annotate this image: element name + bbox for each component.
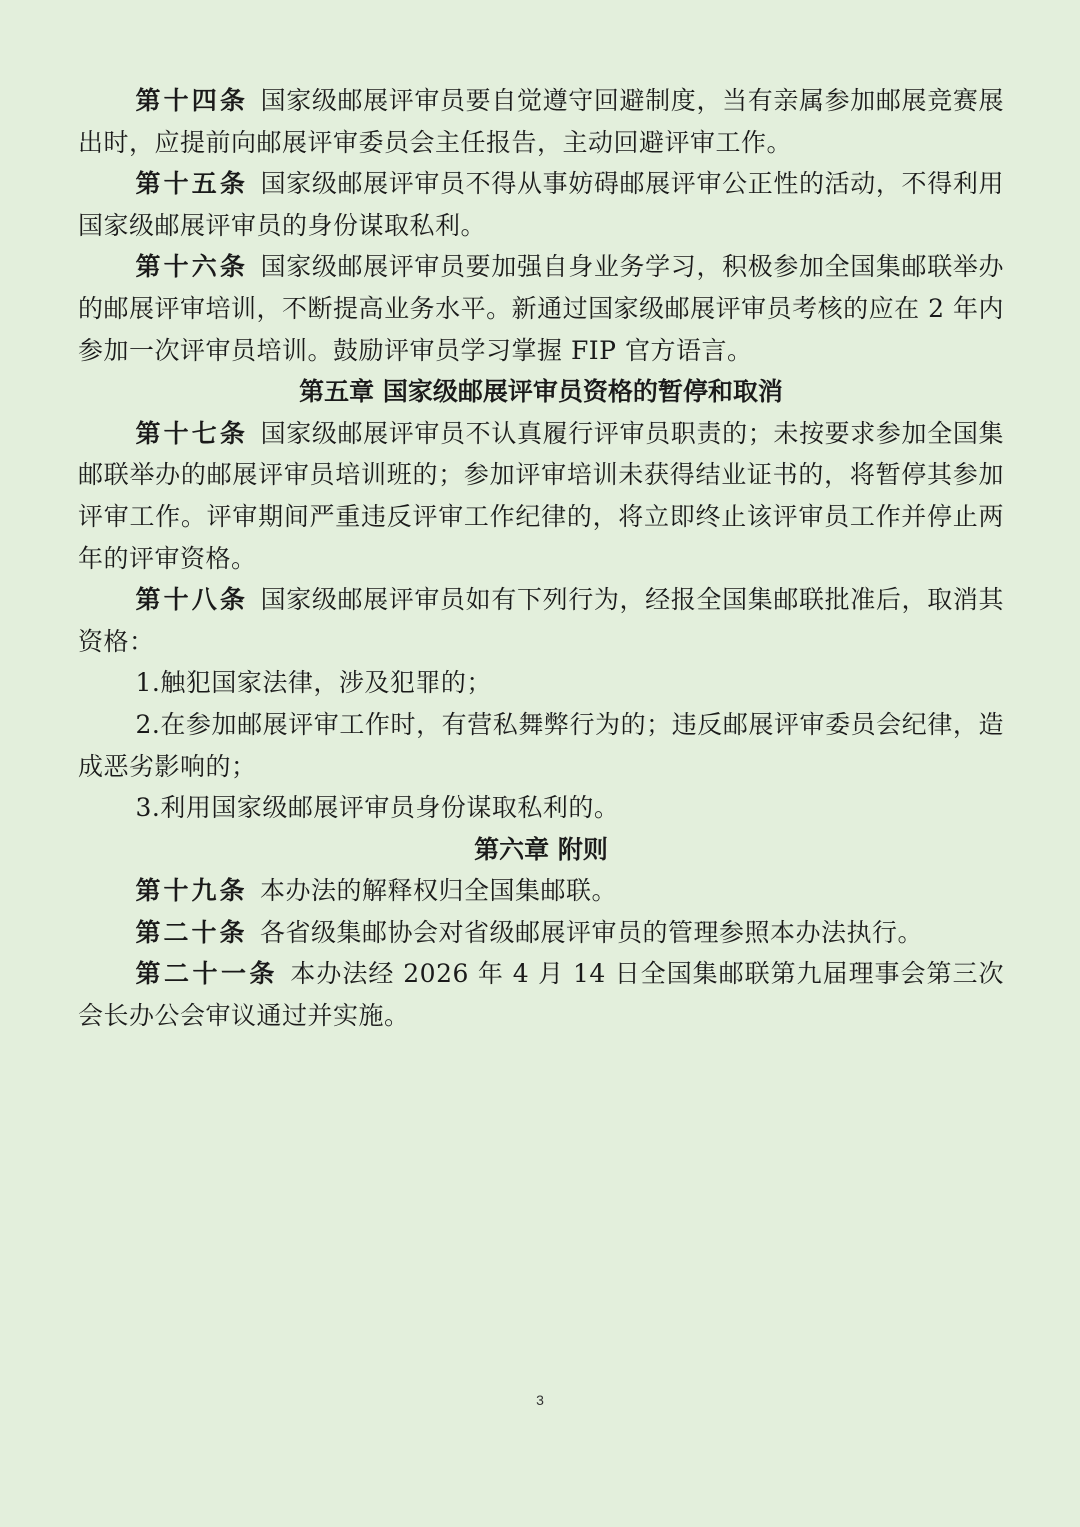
article-text: 国家级邮展评审员不认真履行评审员职责的；未按要求参加全国集邮联举办的邮展评审员培训班的；参加评审培训未获得结业证书的，将暂停其参加评审工作。评审期间严重违反评审工作纪律的，将立即终止该评审员工作并停止两年的评审资格。 xyxy=(78,418,1004,573)
list-item-3: 3.利用国家级邮展评审员身份谋取私利的。 xyxy=(135,793,620,823)
article-text: 本办法经 2026 年 4 月 14 日全国集邮联第九届理事会第三次会长办公会审议通过并实施。 xyxy=(78,959,1004,1031)
article-number: 第二十一条 xyxy=(135,959,278,989)
article-21 xyxy=(78,953,1004,1036)
article-text: 各省级集邮协会对省级邮展评审员的管理参照本办法执行。 xyxy=(260,917,924,947)
chapter-5-heading: 第五章 国家级邮展评审员资格的暂停和取消 xyxy=(299,377,783,407)
article-number: 第十五条 xyxy=(135,169,249,199)
article-text: 国家级邮展评审员不得从事妨碍邮展评审公正性的活动，不得利用国家级邮展评审员的身份谋取私利。 xyxy=(78,169,1004,240)
article-text: 国家级邮展评审员要自觉遵守回避制度，当有亲属参加邮展竞赛展出时，应提前向邮展评审委员会主任报告，主动回避评审工作。 xyxy=(78,86,1004,157)
article-number: 第二十条 xyxy=(135,917,248,947)
article-19 xyxy=(78,870,1004,912)
article-number: 第十四条 xyxy=(135,86,249,115)
article-18 xyxy=(78,579,1004,662)
article-20 xyxy=(78,912,1004,954)
article-16 xyxy=(78,246,1004,371)
chapter-6-heading: 第六章 附则 xyxy=(474,834,608,864)
list-item-1: 1.触犯国家法律，涉及犯罪的； xyxy=(135,668,492,698)
article-number: 第十九条 xyxy=(135,876,248,906)
article-text: 国家级邮展评审员要加强自身业务学习，积极参加全国集邮联举办的邮展评审培训，不断提高业务水平。新通过国家级邮展评审员考核的应在 2 年内参加一次评审员培训。鼓励评审员学习掌握 FIP 官方语言。 xyxy=(78,252,1004,365)
article-15 xyxy=(78,163,1004,246)
list-item-2: 2.在参加邮展评审工作时，有营私舞弊行为的；违反邮展评审委员会纪律，造成恶劣影响的； xyxy=(78,709,1004,781)
article-14 xyxy=(78,80,1004,163)
page-number: 3 xyxy=(536,1392,544,1408)
article-17 xyxy=(78,413,1004,579)
article-text: 国家级邮展评审员如有下列行为，经报全国集邮联批准后，取消其资格： xyxy=(78,585,1004,656)
article-number: 第十六条 xyxy=(135,252,249,282)
document-body xyxy=(78,80,1004,1037)
article-number: 第十七条 xyxy=(135,418,249,448)
article-number: 第十八条 xyxy=(135,585,249,615)
article-text: 本办法的解释权归全国集邮联。 xyxy=(260,876,618,906)
